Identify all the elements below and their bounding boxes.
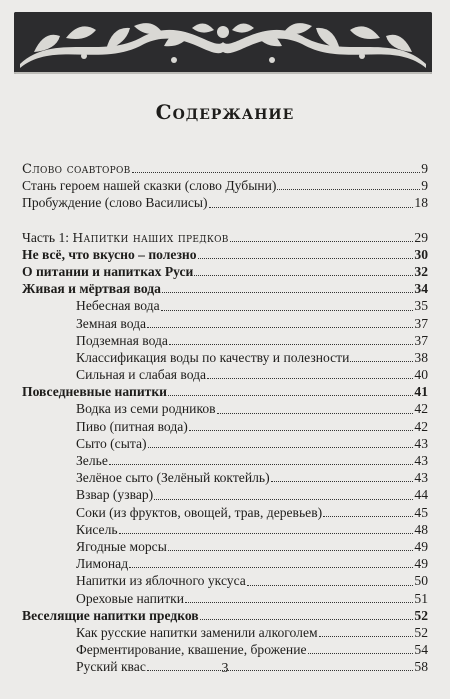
entry-page-number: 43 xyxy=(414,470,428,486)
dot-leader xyxy=(168,550,414,551)
page-title: Содержание xyxy=(155,100,295,124)
entry-page-number: 58 xyxy=(414,659,428,675)
toc-entry xyxy=(22,607,428,624)
entry-title: Стань героем нашей сказки (слово Дубыни) xyxy=(22,178,277,194)
part-prefix: Часть 1: xyxy=(22,229,70,245)
entry-title: Пробуждение (слово Василисы) xyxy=(22,195,208,211)
entry-page-number: 18 xyxy=(414,195,428,211)
entry-page-number: 40 xyxy=(414,367,428,383)
entry-title xyxy=(22,229,229,246)
entry-page-number: 49 xyxy=(414,538,428,554)
toc-subentry xyxy=(22,486,428,503)
dot-leader xyxy=(162,292,413,293)
toc-subentry xyxy=(22,435,428,452)
dot-leader xyxy=(207,378,413,379)
entry-page-number: 9 xyxy=(421,161,428,176)
toc-subentry xyxy=(22,418,428,435)
toc-entry xyxy=(22,383,428,400)
dot-leader xyxy=(154,499,413,500)
entry-title: Земная вода xyxy=(76,315,147,331)
toc-subentry xyxy=(22,297,428,314)
toc-subentry xyxy=(22,624,428,641)
entry-page-number: 9 xyxy=(421,178,428,194)
dot-leader xyxy=(168,395,413,396)
toc-subentry xyxy=(22,400,428,417)
toc-subentry xyxy=(22,366,428,383)
dot-leader xyxy=(161,310,414,311)
dot-leader xyxy=(217,413,414,414)
dot-leader xyxy=(350,361,413,362)
entry-page-number: 43 xyxy=(414,453,428,468)
toc-subentry xyxy=(22,641,428,658)
toc-subentry xyxy=(22,504,428,521)
entry-title: Живая и мёртвая вода xyxy=(22,281,161,297)
entry-page-number: 42 xyxy=(414,418,428,434)
dot-leader xyxy=(109,464,414,465)
dot-leader xyxy=(129,567,413,568)
dot-leader xyxy=(277,189,420,190)
entry-page-number: 52 xyxy=(414,624,428,640)
dot-leader xyxy=(194,275,413,276)
entry-title: Ореховые напитки xyxy=(76,590,185,606)
entry-page-number: 45 xyxy=(414,504,428,520)
toc-subentry xyxy=(22,349,428,366)
entry-title: Взвар (узвар) xyxy=(76,487,154,503)
entry-page-number: 37 xyxy=(414,315,428,331)
entry-title: Соки (из фруктов, овощей, трав, деревьев) xyxy=(76,504,323,520)
dot-leader xyxy=(319,636,414,637)
dot-leader xyxy=(247,585,414,586)
dot-leader xyxy=(169,344,413,345)
toc-subentry xyxy=(22,469,428,486)
entry-title: Напитки из яблочного уксуса xyxy=(76,573,246,589)
toc-entry-coauthors xyxy=(22,160,428,177)
dot-leader xyxy=(119,533,414,534)
entry-page-number: 32 xyxy=(414,263,428,279)
entry-page-number: 54 xyxy=(414,642,428,658)
page-number: 3 xyxy=(221,661,229,676)
entry-page-number: 44 xyxy=(414,487,428,503)
toc-subentry xyxy=(22,521,428,538)
entry-title: Лимонад xyxy=(76,556,129,572)
entry-page-number: 52 xyxy=(414,607,428,623)
dot-leader xyxy=(198,258,414,259)
toc-subentry xyxy=(22,538,428,555)
dot-leader xyxy=(209,207,414,208)
entry-title: Зелёное сыто (Зелёный коктейль) xyxy=(76,470,270,486)
dot-leader xyxy=(230,241,414,242)
entry-page-number: 34 xyxy=(414,281,428,297)
toc-entry xyxy=(22,177,428,194)
toc-entry xyxy=(22,280,428,297)
entry-title: Ферментирование, квашение, брожение xyxy=(76,642,307,658)
dot-leader xyxy=(200,619,414,620)
dot-leader xyxy=(189,430,414,431)
dot-leader xyxy=(185,602,413,603)
entry-title: Пиво (питная вода) xyxy=(76,418,188,434)
toc-subentry xyxy=(22,452,428,469)
entry-page-number: 37 xyxy=(414,332,428,348)
dot-leader xyxy=(148,447,414,448)
entry-title: Небесная вода xyxy=(76,298,160,314)
entry-title: О питании и напитках Руси xyxy=(22,263,194,279)
toc-subentry xyxy=(22,315,428,332)
entry-page-number: 29 xyxy=(414,229,428,245)
entry-page-number: 38 xyxy=(414,349,428,365)
entry-title: Не всё, что вкусно – полезно xyxy=(22,246,197,262)
entry-title: Зелье xyxy=(76,453,108,468)
entry-page-number: 49 xyxy=(414,556,428,572)
entry-title: Подземная вода xyxy=(76,332,168,348)
entry-page-number: 41 xyxy=(414,384,428,400)
entry-page-number: 35 xyxy=(414,298,428,314)
toc-subentry xyxy=(22,590,428,607)
entry-title: Водка из семи родников xyxy=(76,401,216,417)
dot-leader xyxy=(147,327,413,328)
entry-page-number: 43 xyxy=(414,435,428,451)
toc-entry xyxy=(22,246,428,263)
decorative-leaf-ornament xyxy=(14,12,432,74)
toc-part-heading xyxy=(22,229,428,246)
toc-subentry xyxy=(22,332,428,349)
entry-page-number: 51 xyxy=(414,590,428,606)
entry-title: Руский квас xyxy=(76,659,146,675)
toc-entry xyxy=(22,194,428,211)
entry-page-number: 50 xyxy=(414,573,428,589)
entry-page-number: 30 xyxy=(414,246,428,262)
dot-leader xyxy=(308,653,414,654)
entry-page-number: 42 xyxy=(414,401,428,417)
entry-title: Как русские напитки заменили алкоголем xyxy=(76,624,318,640)
table-of-contents xyxy=(22,160,428,675)
entry-page-number: 48 xyxy=(414,521,428,537)
toc-entry xyxy=(22,263,428,280)
entry-title: Слово соавторов xyxy=(22,162,131,177)
entry-title: Веселящие напитки предков xyxy=(22,607,199,623)
toc-subentry xyxy=(22,555,428,572)
part-title: Напитки наших предков xyxy=(72,229,229,245)
entry-title: Повседневные напитки xyxy=(22,384,168,400)
entry-title: Классификация воды по качеству и полезности xyxy=(76,349,350,365)
entry-title: Сильная и слабая вода xyxy=(76,367,207,383)
toc-subentry xyxy=(22,572,428,589)
dot-leader xyxy=(323,516,413,517)
dot-leader xyxy=(132,172,421,173)
entry-title: Ягодные морсы xyxy=(76,538,167,554)
dot-leader xyxy=(271,481,414,482)
entry-title: Сыто (сыта) xyxy=(76,435,147,451)
entry-title: Кисель xyxy=(76,521,118,537)
